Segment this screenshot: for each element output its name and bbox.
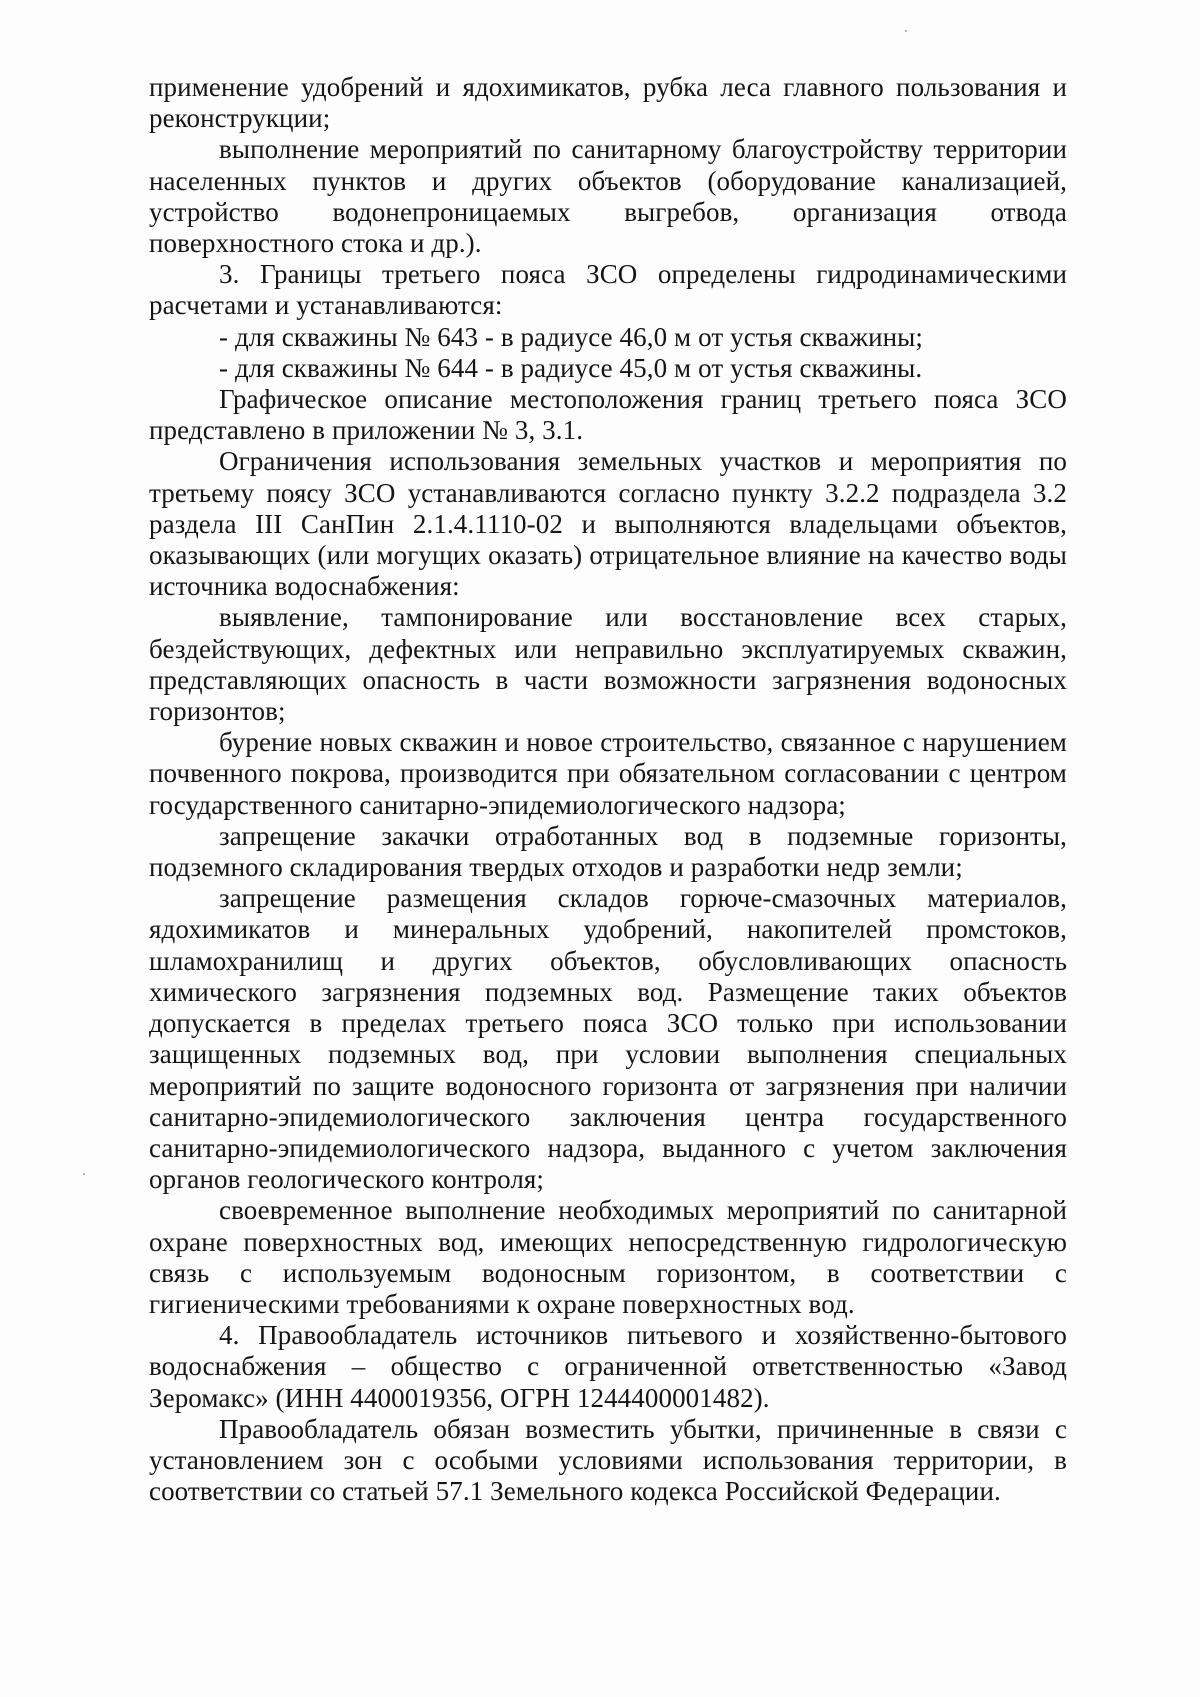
paragraph-8: выявление, тампонирование или восстановление всех старых, бездействующих, дефектных или неправильно эксплуатируемых скважин, представляющих опасность в части возможности загрязнения водоносных горизонтов;: [149, 602, 1067, 727]
scan-speck: [905, 30, 907, 32]
paragraph-11: запрещение размещения складов горюче-смазочных материалов, ядохимикатов и минеральных удобрений, накопителей промстоков, шламохранилищ и других объектов, обусловливающих опасность химического загрязнения подземных вод. Размещение таких объектов допускается в пределах третьего пояса ЗСО только при использовании защищенных подземных вод, при условии выполнения специальных мероприятий по защите водоносного горизонта от загрязнения при наличии санитарно-эпидемиологического заключения центра государственного санитарно-эпидемиологического надзора, выданного с учетом заключения органов геологического контроля;: [149, 883, 1067, 1195]
paragraph-6: Графическое описание местоположения границ третьего пояса ЗСО представлено в приложении № 3, 3.1.: [149, 384, 1067, 446]
paragraph-13: 4. Правообладатель источников питьевого и хозяйственно-бытового водоснабжения – общество с ограниченной ответственностью «Завод Зеромакс» (ИНН 4400019356, ОГРН 1244400001482).: [149, 1320, 1067, 1413]
paragraph-5: - для скважины № 644 - в радиусе 45,0 м от устья скважины.: [219, 352, 923, 383]
paragraph-3: 3. Границы третьего пояса ЗСО определены гидродинамическими расчетами и устанавливаются:: [149, 259, 1067, 321]
paragraph-4: - для скважины № 643 - в радиусе 46,0 м от устья скважины;: [219, 321, 924, 352]
paragraph-9: бурение новых скважин и новое строительство, связанное с нарушением почвенного покрова, производится при обязательном согласовании с центром государственного санитарно-эпидемиологического надзора;: [149, 727, 1067, 820]
paragraph-10: запрещение закачки отработанных вод в подземные горизонты, подземного складирования твердых отходов и разработки недр земли;: [149, 820, 1067, 883]
paragraph-2: выполнение мероприятий по санитарному благоустройству территории населенных пунктов и других объектов (оборудование канализацией, устройство водонепроницаемых выгребов, организация отвода поверхностного стока и др.).: [149, 134, 1067, 259]
paragraph-14: Правообладатель обязан возместить убытки, причиненные в связи с установлением зон с особыми условиями использования территории, в соответствии со статьей 57.1 Земельного кодекса Российской Федерации.: [149, 1413, 1067, 1507]
paragraph-1: применение удобрений и ядохимикатов, рубка леса главного пользования и реконструкции;: [149, 72, 1067, 134]
paragraph-12: своевременное выполнение необходимых мероприятий по санитарной охране поверхностных вод, имеющих непосредственную гидрологическую связь с используемым водоносным горизонтом, в соответствии с гигиеническими требованиями к охране поверхностных вод.: [149, 1195, 1067, 1319]
document-body: [149, 72, 1067, 1507]
scan-speck: [83, 1173, 85, 1175]
paragraph-7: Ограничения использования земельных участков и мероприятия по третьему поясу ЗСО устанавливаются согласно пункту 3.2.2 подраздела 3.2 раздела III СанПин 2.1.4.1110-02 и выполняются владельцами объектов, оказывающих (или могущих оказать) отрицательное влияние на качество воды источника водоснабжения:: [149, 446, 1067, 602]
